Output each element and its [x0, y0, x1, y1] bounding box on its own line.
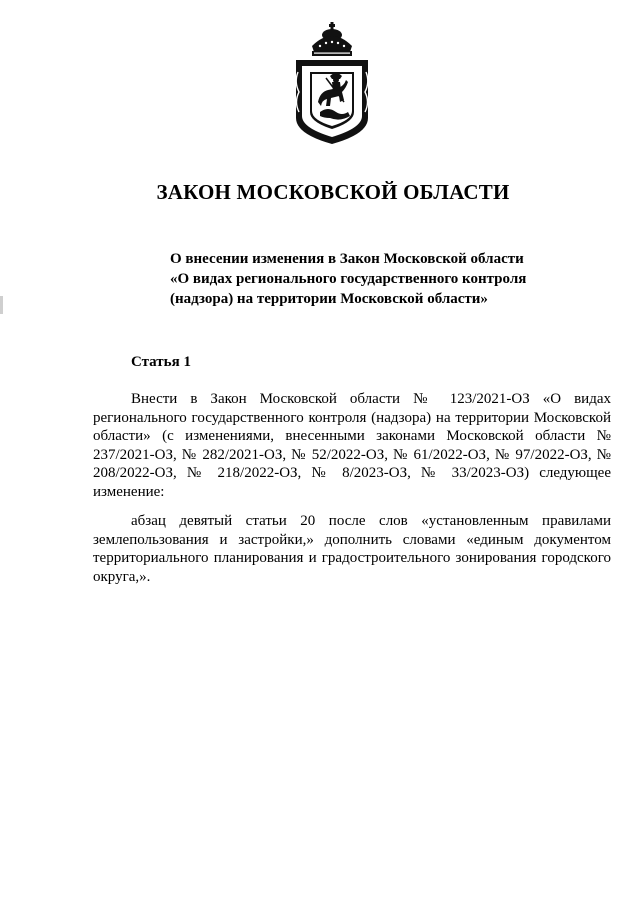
- article-paragraph: абзац девятый статьи 20 после слов «установленным правилами землепользования и застройки,» дополнить словами «единым документом территориального планирования и градостроительного зонирования городского округа,».: [93, 513, 611, 585]
- article-heading: Статья 1: [131, 354, 191, 370]
- article-paragraph: Внести в Закон Московской области № 123/2021-ОЗ «О видах регионального государственного контроля (надзора) на территории Московской области» (с изменениями, внесенными законами Московской области № 237/2021-ОЗ, № 282/2021-ОЗ, № 52/2022-ОЗ, № 61/2022-ОЗ, № 97/2022-ОЗ, № 208/2022-ОЗ, № 218/2022-ОЗ, № 8/2023-ОЗ, № 33/2023-ОЗ) следующее изменение:: [93, 391, 611, 500]
- scan-margin-mark: [0, 296, 3, 314]
- subject-line: «О видах регионального государственного контроля: [170, 271, 527, 287]
- subject-line: (надзора) на территории Московской области»: [170, 291, 488, 307]
- coat-of-arms-icon: [284, 22, 380, 146]
- law-subject: [170, 249, 550, 309]
- subject-line: О внесении изменения в Закон Московской области: [170, 251, 524, 267]
- law-title: ЗАКОН МОСКОВСКОЙ ОБЛАСТИ: [156, 180, 510, 204]
